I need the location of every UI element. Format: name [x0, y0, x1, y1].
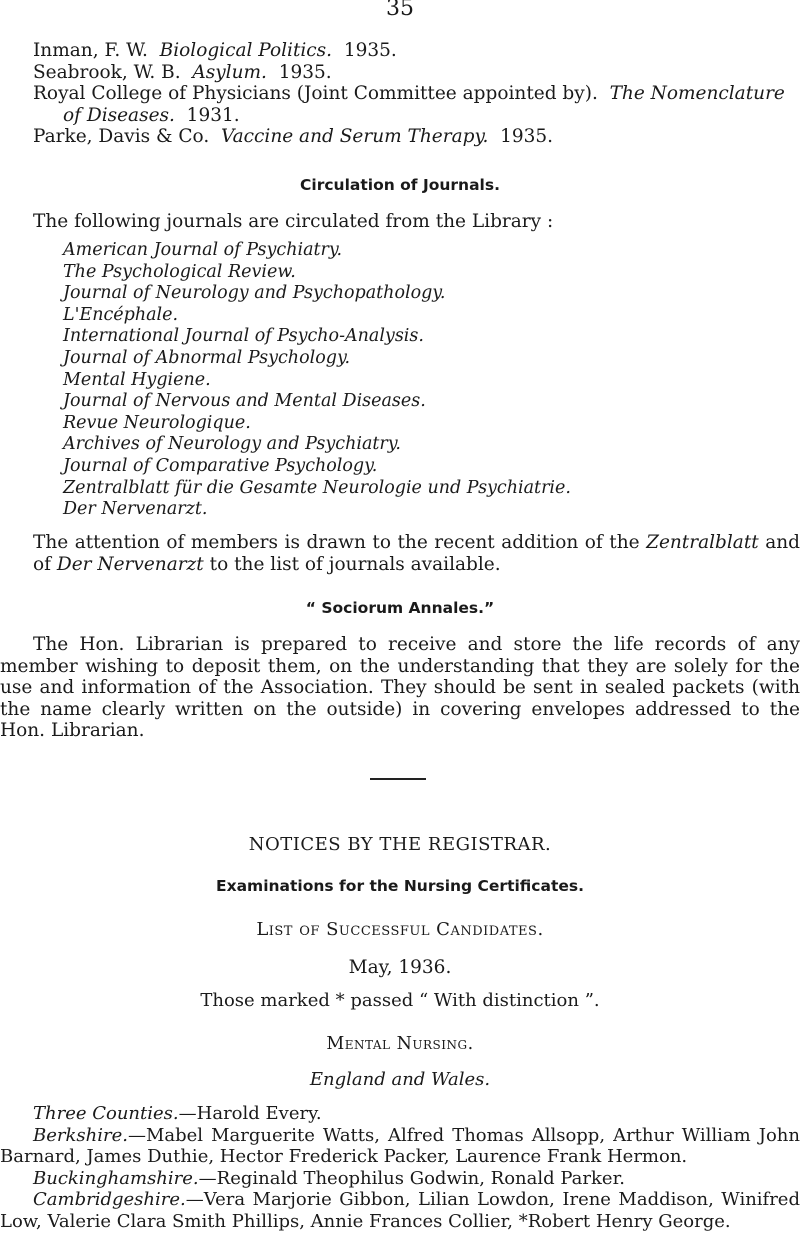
- exam-heading: Examinations for the Nursing Certificates.: [216, 877, 584, 895]
- list-heading: List of Successful Candidates.: [256, 919, 544, 940]
- entry-author: Seabrook, W. B.: [33, 61, 181, 83]
- sociorum-heading: “ Sociorum Annales.”: [305, 599, 495, 617]
- note-italic: Zentralblatt: [646, 532, 759, 553]
- note-italic: Der Nervenarzt: [56, 553, 204, 575]
- entry-title: Asylum.: [192, 61, 267, 83]
- journal-item: Journal of Abnormal Psychology.: [63, 347, 351, 368]
- distinction-note: Those marked * passed “ With distinction ”.: [200, 990, 600, 1011]
- note-text: The attention of members is drawn to the recent addition of the: [33, 532, 640, 553]
- section-divider: [370, 778, 426, 780]
- bibliography-entry: [33, 83, 795, 126]
- journal-item: Journal of Neurology and Psychopathology.: [63, 283, 446, 304]
- journal-item: International Journal of Psycho-Analysis.: [63, 326, 424, 347]
- entry-title: Biological Politics.: [159, 40, 333, 61]
- journal-list: [63, 240, 571, 521]
- county-name: Three Counties.: [33, 1103, 179, 1124]
- section-heading: Mental Nursing.: [326, 1034, 474, 1054]
- candidate-names: —Harold Every.: [178, 1103, 322, 1124]
- note-text: and of: [33, 532, 800, 575]
- entry-year: 1935.: [278, 61, 332, 83]
- county-name: Cambridgeshire.: [33, 1189, 186, 1211]
- sociorum-text: The Hon. Librarian is prepared to receive and store the life records of any member wishing to deposit them, on the understanding that they are solely for the use and information of the Association. They should be sent in sealed packets (with the name clearly written on the outside) in covering envelopes addressed to the Hon. Librarian.: [0, 634, 800, 742]
- candidate-names: —Vera Marjorie Gibbon, Lilian Lowdon, Irene Maddison, Winifred Low, Valerie Clara Smith Phillips, Annie Frances Collier, *Robert Henry George.: [0, 1189, 800, 1232]
- bibliography-list: [33, 40, 795, 148]
- entry-author: Royal College of Physicians (Joint Committee appointed by).: [33, 83, 598, 104]
- page-number: 35: [386, 0, 414, 21]
- journal-item: Zentralblatt für die Gesamte Neurologie und Psychiatrie.: [63, 477, 571, 498]
- note-text: to the list of journals available.: [209, 553, 501, 575]
- county-entry: [0, 1103, 800, 1125]
- journal-item: Archives of Neurology and Psychiatry.: [63, 434, 401, 455]
- entry-author: Parke, Davis & Co.: [33, 126, 210, 147]
- county-name: Buckinghamshire.: [33, 1167, 199, 1189]
- journal-item: Journal of Comparative Psychology.: [63, 455, 378, 476]
- region-heading: England and Wales.: [309, 1069, 491, 1090]
- circulation-note: [0, 532, 800, 575]
- journal-item: Journal of Nervous and Mental Diseases.: [63, 391, 426, 412]
- county-entry: [0, 1189, 800, 1232]
- journal-item: Mental Hygiene.: [63, 369, 211, 390]
- journal-item: L'Encéphale.: [63, 304, 179, 325]
- county-list: [0, 1103, 800, 1233]
- bibliography-entry: [33, 40, 795, 62]
- circulation-heading: Circulation of Journals.: [300, 176, 500, 194]
- journal-item: Der Nervenarzt.: [63, 499, 208, 520]
- journal-item: American Journal of Psychiatry.: [63, 240, 343, 260]
- bibliography-entry: [33, 126, 795, 148]
- candidate-names: —Mabel Marguerite Watts, Alfred Thomas Allsopp, Arthur William John Barnard, James Duthie, Hector Frederick Packer, Laurence Frank Hermon.: [0, 1124, 800, 1168]
- exam-date: May, 1936.: [348, 957, 452, 978]
- candidate-names: —Reginald Theophilus Godwin, Ronald Parker.: [198, 1167, 625, 1189]
- entry-year: 1931.: [186, 104, 240, 126]
- entry-author: Inman, F. W.: [33, 40, 148, 61]
- entry-year: 1935.: [500, 126, 554, 147]
- entry-title: Vaccine and Serum Therapy.: [220, 126, 489, 147]
- sociorum-body: [0, 634, 800, 742]
- journal-item: The Psychological Review.: [63, 261, 296, 282]
- entry-year: 1935.: [343, 40, 397, 61]
- registrar-title: NOTICES BY THE REGISTRAR.: [248, 834, 552, 855]
- entry-title: The Nomenclature of Diseases.: [63, 83, 785, 126]
- journal-item: Revue Neurologique.: [63, 412, 251, 433]
- bibliography-entry: [33, 62, 795, 84]
- county-name: Berkshire.: [33, 1124, 128, 1146]
- county-entry: [0, 1125, 800, 1168]
- circulation-intro: The following journals are circulated from the Library :: [33, 211, 554, 232]
- county-entry: [0, 1168, 800, 1190]
